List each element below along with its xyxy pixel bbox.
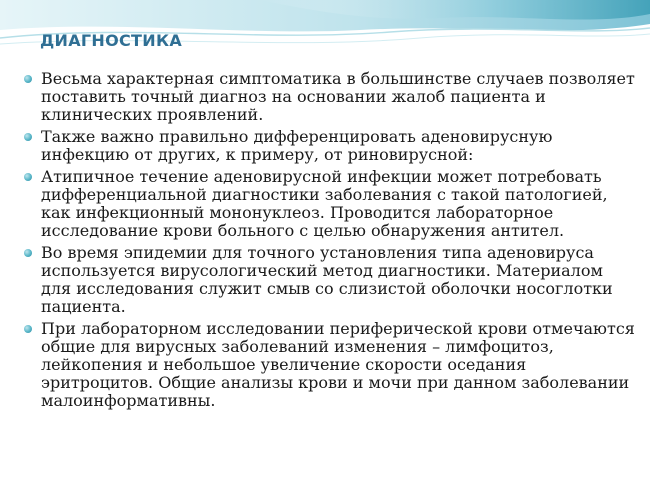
bullet-icon	[24, 249, 32, 257]
bullet-item	[21, 70, 636, 124]
bullet-text: Также важно правильно дифференцировать аденовирусную инфекцию от других, к примеру, от риновирусной:	[41, 127, 553, 164]
bullet-text: При лабораторном исследовании периферической крови отмечаются общие для вирусных заболеваний изменения – лимфоцитоз, лейкопения и небольшое увеличение скорости оседания эритроцитов. Общие анализы крови и мочи при данном заболевании малоинформативны.	[41, 319, 635, 410]
bullet-item	[21, 320, 636, 410]
bullet-icon	[24, 75, 32, 83]
bullet-icon	[24, 325, 32, 333]
bullet-text: Во время эпидемии для точного установления типа аденовируса используется вирусологический метод диагностики. Материалом для исследования служит смыв со слизистой оболочки носоглотки пациента.	[41, 243, 613, 316]
slide-title: ДИАГНОСТИКА	[40, 31, 183, 50]
bullet-text: Атипичное течение аденовирусной инфекции может потребовать дифференциальной диагностики заболевания с такой патологией, как инфекционный мононуклеоз. Проводится лабораторное исследование крови больного с целью обнаружения антител.	[41, 167, 608, 240]
bullet-text: Весьма характерная симптоматика в большинстве случаев позволяет поставить точный диагноз на основании жалоб пациента и клинических проявлений.	[41, 69, 635, 124]
bullet-icon	[24, 173, 32, 181]
bullet-icon	[24, 133, 32, 141]
bullet-item	[21, 128, 636, 164]
header-wave-decoration	[0, 0, 650, 60]
bullet-item	[21, 168, 636, 240]
bullet-item	[21, 244, 636, 316]
bullet-list	[21, 70, 636, 414]
